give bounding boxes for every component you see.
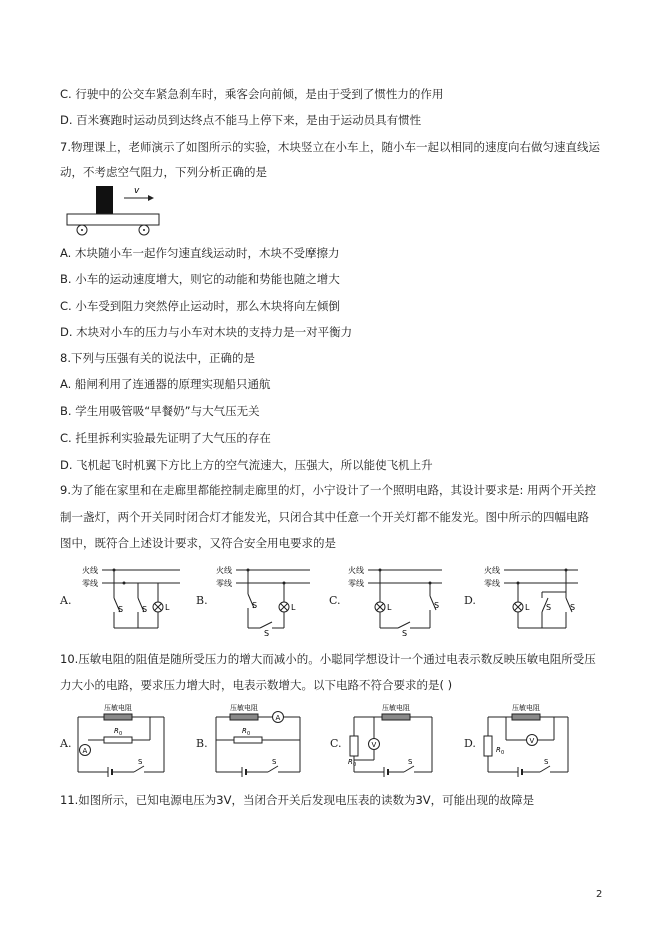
q10-label-d: D. [464,737,476,750]
piezoresistor [230,714,258,720]
q9-label-d: D. [464,594,476,607]
wooden-block [96,186,113,214]
cart-body [67,214,159,225]
svg-text:V: V [371,741,377,749]
q9-stem-line-3: 图中，既符合上述设计要求，又符合安全用电要求的是 [60,536,336,550]
svg-text:S: S [272,758,277,766]
svg-text:S: S [402,629,408,638]
q10-stem-line-2: 力大小的电路，要求压力增大时，电表示数增大。以下电路不符合要求的是( ) [60,678,453,692]
q10-circuit-c [344,702,436,778]
velocity-label: v [134,186,140,196]
q10-label-b: B. [196,737,208,750]
svg-text:S: S [252,601,258,610]
q9-circuit-d [482,562,582,634]
svg-text:S: S [264,629,270,638]
q7-option-c: C. 小车受到阻力突然停止运动时，那么木块将向左倾倒 [60,299,340,313]
fixed-resistor-r0 [484,736,492,756]
svg-text:火线: 火线 [216,566,232,575]
q8-option-a: A. 船闸利用了连通器的原理实现船只通航 [60,377,271,391]
fixed-resistor-r0 [234,737,262,743]
svg-text:V: V [529,737,535,745]
q6-option-d: D. 百米赛跑时运动员到达终点不能马上停下来，是由于运动员具有惯性 [60,113,422,127]
svg-text:S: S [546,603,552,612]
q11-stem: 11.如图所示，已知电源电压为3V，当闭合开关后发现电压表的读数为3V，可能出现的故障是 [60,793,535,807]
q9-stem-line-2: 制一盏灯，两个开关同时闭合灯才能发光，只闭合其中任意一个开关灯都不能发光。图中所示的四幅电路 [60,510,589,524]
q9-label-a: A. [60,594,72,607]
svg-text:S: S [570,603,576,612]
svg-text:A: A [82,747,88,755]
svg-text:0: 0 [247,731,251,737]
svg-text:零线: 零线 [216,579,232,588]
svg-text:A: A [275,714,281,722]
svg-text:压敏电阻: 压敏电阻 [512,704,540,712]
fixed-resistor-r0 [350,736,358,756]
q10-circuit-a [74,702,168,778]
q9-circuit-a [80,562,185,634]
q10-circuit-d [478,702,574,778]
svg-text:R: R [496,746,501,754]
svg-text:0: 0 [501,750,505,756]
svg-text:S: S [408,758,413,766]
svg-text:S: S [138,758,143,766]
q10-stem-line-1: 10.压敏电阻的阻值是随所受压力的增大而减小的。小聪同学想设计一个通过电表示数反映压敏电阻所受压 [60,652,596,666]
svg-text:L: L [387,603,392,612]
page-number: 2 [596,889,603,900]
svg-text:火线: 火线 [348,566,364,575]
live-wire-label: 火线 [82,566,98,575]
q6-option-c: C. 行驶中的公交车紧急刹车时，乘客会向前倾，是由于受到了惯性力的作用 [60,87,444,101]
svg-text:S: S [142,605,148,614]
q10-label-a: A. [60,737,72,750]
svg-text:压敏电阻: 压敏电阻 [104,704,132,712]
q10-circuit-b [212,702,304,778]
q9-circuit-b [214,562,314,638]
svg-text:S: S [118,605,124,614]
q7-option-b: B. 小车的运动速度增大，则它的动能和势能也随之增大 [60,272,340,286]
piezoresistor [104,714,132,720]
svg-text:R: R [114,727,119,735]
svg-text:压敏电阻: 压敏电阻 [230,704,258,712]
q10-label-c: C. [330,737,342,750]
svg-text:零线: 零线 [348,579,364,588]
svg-text:R: R [348,758,353,766]
svg-text:L: L [165,603,170,612]
svg-text:R: R [242,727,247,735]
svg-text:火线: 火线 [484,566,500,575]
svg-text:0: 0 [119,731,123,737]
piezoresistor [512,714,540,720]
svg-text:零线: 零线 [484,579,500,588]
q8-option-d: D. 飞机起飞时机翼下方比上方的空气流速大，压强大，所以能使飞机上升 [60,458,433,472]
fixed-resistor-r0 [104,737,132,743]
q7-option-d: D. 木块对小车的压力与小车对木块的支持力是一对平衡力 [60,325,353,339]
svg-text:L: L [525,603,530,612]
q7-stem-line-2: 动，不考虑空气阻力，下列分析正确的是 [60,165,267,179]
q7-option-a: A. 木块随小车一起作匀速直线运动时，木块不受摩擦力 [60,246,340,260]
q9-circuit-c [346,562,446,638]
q8-option-b: B. 学生用吸管吸“早餐奶”与大气压无关 [60,404,260,418]
q8-option-c: C. 托里拆利实验最先证明了大气压的存在 [60,431,271,445]
q8-stem: 8.下列与压强有关的说法中，正确的是 [60,351,255,365]
svg-text:S: S [544,758,549,766]
q7-stem-line-1: 7.物理课上，老师演示了如图所示的实验，木块竖立在小车上，随小车一起以相同的速度向右做匀速直线运 [60,140,600,154]
neutral-wire-label: 零线 [82,579,98,588]
piezoresistor [382,714,410,720]
q9-stem-line-1: 9.为了能在家里和在走廊里都能控制走廊里的灯，小宁设计了一个照明电路，其设计要求是: 用两个开关控 [60,483,596,497]
svg-text:L: L [291,603,296,612]
q9-label-b: B. [196,594,208,607]
svg-text:0: 0 [353,762,357,768]
q9-label-c: C. [329,594,341,607]
svg-text:S: S [434,601,440,610]
svg-text:压敏电阻: 压敏电阻 [382,704,410,712]
q7-cart-figure [64,182,164,238]
